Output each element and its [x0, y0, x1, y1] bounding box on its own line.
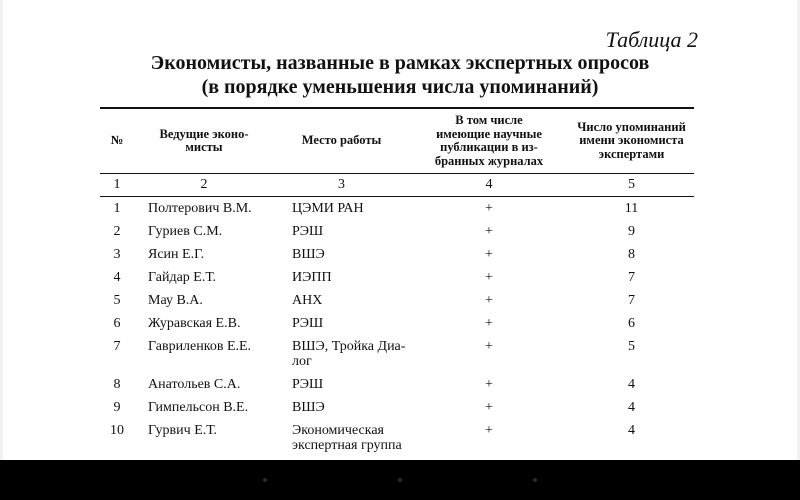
- cell-count: 5: [628, 339, 635, 354]
- cell-name: Гимпельсон В.Е.: [148, 400, 249, 415]
- cell-pub: +: [485, 293, 493, 308]
- cell-name: Гавриленков Е.Е.: [148, 339, 252, 354]
- table-row: [100, 419, 694, 457]
- cell-place: АНХ: [292, 293, 323, 308]
- table-row: [100, 220, 694, 243]
- table-row: [100, 312, 694, 335]
- cell-place: ЦЭМИ РАН: [292, 201, 364, 216]
- cell-no: 5: [113, 293, 121, 308]
- cell-count: 6: [628, 316, 635, 331]
- cell-no: 7: [113, 339, 121, 354]
- cell-count: 7: [628, 293, 635, 308]
- col-number: 4: [409, 174, 569, 197]
- cell-pub: +: [485, 270, 493, 285]
- col-number: 5: [569, 174, 694, 197]
- cell-count: 8: [628, 247, 635, 262]
- cell-place: ИЭПП: [292, 270, 332, 285]
- cell-name: Полтерович В.М.: [148, 201, 252, 216]
- cell-place: ВШЭ: [292, 247, 325, 262]
- cell-no: 1: [113, 201, 121, 216]
- cell-place: РЭШ: [292, 377, 324, 392]
- cell-pub: +: [485, 423, 493, 438]
- cell-pub: +: [485, 339, 493, 354]
- cell-name: Журавская Е.В.: [148, 316, 241, 331]
- cell-no: 8: [113, 377, 121, 392]
- col-header-pub-text: В том числе имеющие научные публикации в из- бранных журналах: [434, 113, 544, 168]
- cell-name: Гуриев С.М.: [148, 224, 223, 239]
- cell-pub: +: [485, 316, 493, 331]
- cell-count: 4: [628, 400, 635, 415]
- cell-name: Гурвич Е.Т.: [148, 423, 217, 438]
- cell-no: 10: [110, 423, 124, 438]
- table-row: [100, 396, 694, 419]
- col-header-pub: [409, 108, 569, 174]
- col-header-name: [134, 108, 274, 174]
- table-title-line2: (в порядке уменьшения числа упоминаний): [201, 76, 599, 98]
- nav-dot-icon: [263, 478, 267, 482]
- cell-count: 9: [628, 224, 635, 239]
- table-label: Таблица 2: [605, 27, 698, 52]
- table-row: [100, 243, 694, 266]
- table-row: [100, 373, 694, 396]
- cell-place: Экономическая экспертная группа: [292, 423, 402, 453]
- table-row: [100, 289, 694, 312]
- col-header-place: Место работы: [274, 108, 409, 174]
- nav-dot-icon: [398, 478, 402, 482]
- col-header-name-text: Ведущие эконо- мисты: [159, 126, 249, 154]
- col-number: 3: [274, 174, 409, 197]
- cell-place: ВШЭ, Тройка Диа- лог: [292, 339, 406, 369]
- cell-no: 4: [113, 270, 121, 285]
- system-nav-bar: [0, 460, 800, 500]
- cell-pub: +: [485, 377, 493, 392]
- cell-name: Гайдар Е.Т.: [148, 270, 216, 285]
- col-number: 2: [134, 174, 274, 197]
- table-body: [100, 197, 694, 481]
- col-header-no: №: [100, 108, 134, 174]
- table-title-line1: Экономисты, названные в рамках экспертных опросов: [150, 52, 650, 74]
- cell-pub: +: [485, 247, 493, 262]
- col-header-count: [569, 108, 694, 174]
- col-number: 1: [100, 174, 134, 197]
- cell-count: 11: [624, 201, 639, 216]
- cell-pub: +: [485, 201, 493, 216]
- table-row: [100, 197, 694, 221]
- cell-count: 7: [628, 270, 635, 285]
- cell-name: Ясин Е.Г.: [148, 247, 205, 262]
- nav-dot-icon: [533, 478, 537, 482]
- cell-pub: +: [485, 224, 493, 239]
- cell-place: РЭШ: [292, 224, 324, 239]
- cell-no: 3: [113, 247, 121, 262]
- cell-count: 4: [628, 377, 635, 392]
- cell-place: ВШЭ: [292, 400, 325, 415]
- cell-name: Анатольев С.А.: [148, 377, 241, 392]
- cell-no: 9: [113, 400, 121, 415]
- economists-table: [100, 107, 694, 480]
- cell-no: 2: [113, 224, 121, 239]
- col-header-count-text: Число упоминаний имени экономиста экспертами: [577, 119, 686, 161]
- cell-place: РЭШ: [292, 316, 324, 331]
- cell-no: 6: [113, 316, 121, 331]
- table-row: [100, 266, 694, 289]
- cell-name: Мау В.А.: [148, 293, 203, 308]
- cell-pub: +: [485, 400, 493, 415]
- table-row: [100, 335, 694, 373]
- cell-count: 4: [628, 423, 635, 438]
